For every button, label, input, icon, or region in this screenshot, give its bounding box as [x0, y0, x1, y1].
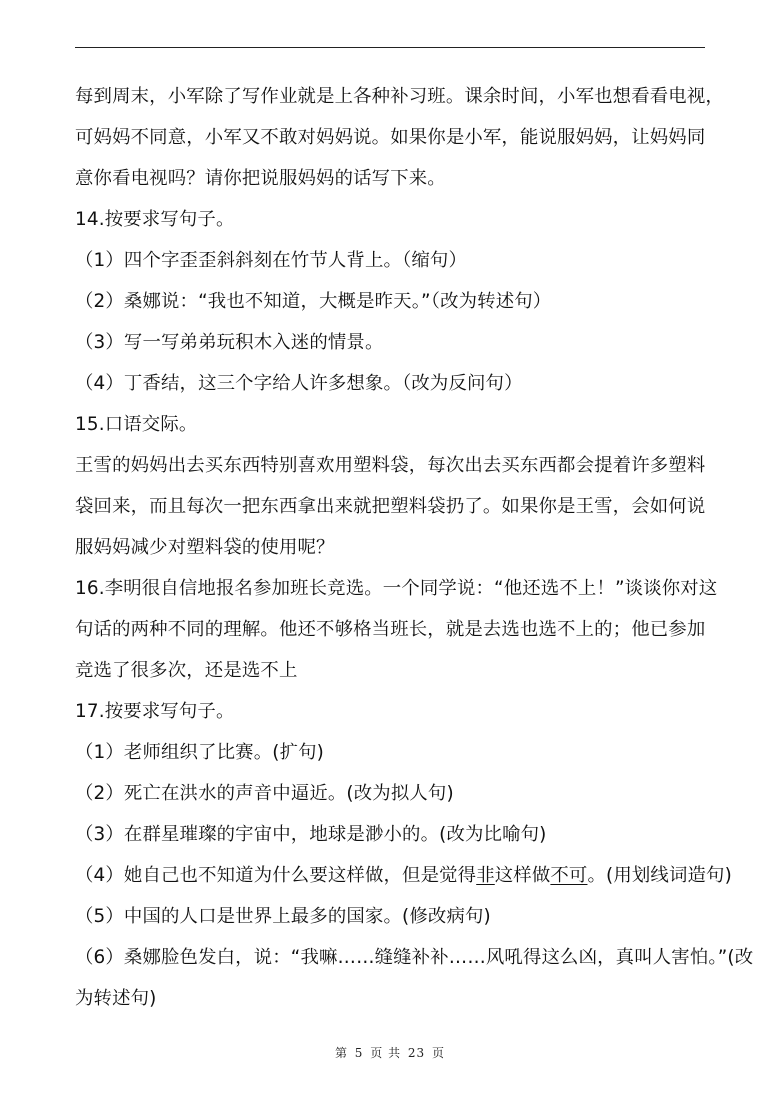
q16-text-line-2: 句话的两种不同的理解。他还不够格当班长，就是去选也选不上的；他已参加: [75, 619, 706, 640]
q13-text-line-1: 每到周末，小军除了写作业就是上各种补习班。课余时间，小军也想看看电视，: [75, 86, 724, 107]
page-footer: [0, 1044, 780, 1061]
q14-item-1: （1）四个字歪歪斜斜刻在竹节人背上。（缩句）: [75, 250, 468, 271]
q17-item-3: （3）在群星璀璨的宇宙中，地球是渺小的。(改为比喻句): [75, 824, 547, 845]
q15-text-line-2: 袋回来，而且每次一把东西拿出来就把塑料袋扔了。如果你是王雪，会如何说: [75, 496, 706, 517]
q17-item-1: （1）老师组织了比赛。(扩句): [75, 742, 324, 763]
q17-item-6-line-2: 为转述句): [75, 988, 157, 1009]
q15-text-line-3: 服妈妈减少对塑料袋的使用呢？: [75, 537, 335, 558]
q14-title: 14.按要求写句子。: [75, 209, 235, 230]
q17-item-5: （5）中国的人口是世界上最多的国家。(修改病句): [75, 906, 491, 927]
footer-total-pages: 23: [407, 1046, 426, 1060]
q17-item-4-text-b: 这样做: [494, 865, 551, 886]
q17-item-4-text-a: （4）她自己也不知道为什么要这样做，但是觉得: [75, 865, 477, 886]
q16-text-line-1: 16.李明很自信地报名参加班长竞选。一个同学说：“他还选不上！”谈谈你对这: [75, 578, 718, 599]
q17-item-6-line-1: （6）桑娜脸色发白，说：“我嘛……缝缝补补……风吼得这么凶，真叫人害怕。”(改: [75, 947, 754, 968]
header-rule: [75, 47, 705, 48]
q15-title: 15.口语交际。: [75, 414, 198, 435]
q14-item-4: （4）丁香结，这三个字给人许多想象。（改为反问句）: [75, 373, 523, 394]
q17-item-2: （2）死亡在洪水的声音中逼近。(改为拟人句): [75, 783, 454, 804]
q17-underlined-word-1: 非: [476, 865, 495, 886]
footer-mid: 页 共: [370, 1046, 402, 1060]
page-body: [75, 76, 754, 1019]
footer-prefix: 第: [334, 1046, 348, 1060]
q14-item-2: （2）桑娜说：“我也不知道，大概是昨天。”（改为转述句）: [75, 291, 552, 312]
footer-suffix: 页: [432, 1046, 446, 1060]
q17-item-4-text-c: 。(用划线词造句): [587, 865, 732, 886]
q16-text-line-3: 竞选了很多次，还是选不上: [75, 660, 298, 681]
q13-text-line-2: 可妈妈不同意，小军又不敢对妈妈说。如果你是小军，能说服妈妈，让妈妈同: [75, 127, 706, 148]
footer-page-number: 5: [354, 1046, 364, 1060]
q14-item-3: （3）写一写弟弟玩积木入迷的情景。: [75, 332, 384, 353]
q17-item-4: [75, 855, 732, 896]
q17-underlined-word-2: 不可: [550, 865, 588, 886]
q15-text-line-1: 王雪的妈妈出去买东西特别喜欢用塑料袋，每次出去买东西都会提着许多塑料: [75, 455, 706, 476]
q17-title: 17.按要求写句子。: [75, 701, 235, 722]
q13-text-line-3: 意你看电视吗？请你把说服妈妈的话写下来。: [75, 168, 446, 189]
